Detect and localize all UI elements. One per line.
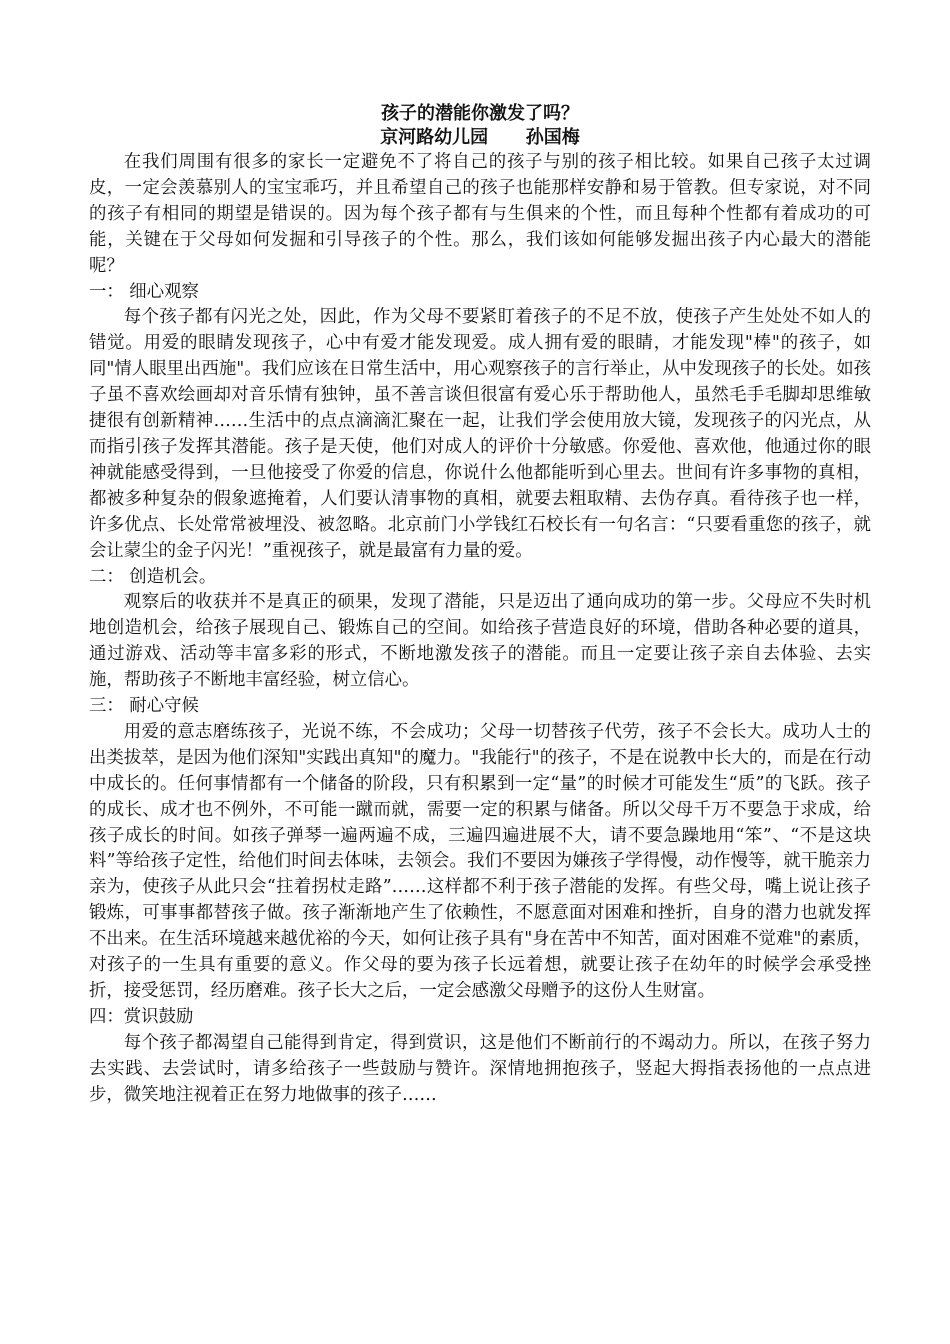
section-heading-encourage: 四：赏识鼓励 [89,1006,194,1027]
intro-paragraph: 在我们周围有很多的家长一定避免不了将自己的孩子与别的孩子相比较。如果自己孩子太过调皮，一定会羡慕别人的宝宝乖巧，并且希望自己的孩子也能那样安静和易于管教。但专家说，对不同的孩子有相同的期望是错误的。因为每个孩子都有与生俱来的个性，而且每种个性都有着成功的可能，关键在于父母如何发掘和引导孩子的个性。那么，我们该如何能够发掘出孩子内心最大的潜能呢？ [89,152,871,276]
section-body-patience: 用爱的意志磨练孩子，光说不练，不会成功；父母一切替孩子代劳，孩子不会长大。成功人士的出类拔萃，是因为他们深知"实践出真知"的魔力。"我能行"的孩子，不是在说教中长大的，而是在行动中成长的。任何事情都有一个储备的阶段，只有积累到一定“量”的时候才可能发生“质”的飞跃。孩子的成长、成才也不例外，不可能一蹴而就，需要一定的积累与储备。所以父母千万不要急于求成，给孩子成长的时间。如孩子弹琴一遍两遍不成，三遍四遍进展不大，请不要急躁地用“笨”、“不是这块料”等给孩子定性，给他们时间去体味，去领会。我们不要因为嫌孩子学得慢，动作慢等，就干脆亲力亲为，使孩子从此只会“拄着拐杖走路”……这样都不利于孩子潜能的发挥。有些父母，嘴上说让孩子锻炼，可事事都替孩子做。孩子渐渐地产生了依赖性，不愿意面对困难和挫折，自身的潜力也就发挥不出来。在生活环境越来越优裕的今天，如何让孩子具有"身在苦中不知苦，面对困难不觉难"的素质，对孩子的一生具有重要的意义。作父母的要为孩子长远着想，就要让孩子在幼年的时候学会承受挫折，接受惩罚，经历磨难。孩子长大之后，一定会感激父母赠予的这份人生财富。 [89,721,871,1001]
author-line: 京河路幼儿园 孙国梅 [380,127,580,148]
section-body-observe: 每个孩子都有闪光之处，因此，作为父母不要紧盯着孩子的不足不放，使孩子产生处处不如人的错觉。用爱的眼睛发现孩子，心中有爱才能发现爱。成人拥有爱的眼睛，才能发现"棒"的孩子，如同"情人眼里出西施"。我们应该在日常生活中，用心观察孩子的言行举止，从中发现孩子的长处。如孩子虽不喜欢绘画却对音乐情有独钟，虽不善言谈但很富有爱心乐于帮助他人，虽然毛手毛脚却思维敏捷很有创新精神……生活中的点点滴滴汇聚在一起，让我们学会使用放大镜，发现孩子的闪光点，从而指引孩子发挥其潜能。孩子是天使，他们对成人的评价十分敏感。你爱他、喜欢他，他通过你的眼神就能感受得到，一旦他接受了你爱的信息，你说什么他都能听到心里去。世间有许多事物的真相，都被多种复杂的假象遮掩着，人们要认清事物的真相，就要去粗取精、去伪存真。看待孩子也一样，许多优点、长处常常被埋没、被忽略。北京前门小学钱红石校长有一句名言：“只要看重您的孩子，就会让蒙尘的金子闪光！”重视孩子，就是最富有力量的爱。 [89,307,871,561]
section-body-opportunity: 观察后的收获并不是真正的硕果，发现了潜能，只是迈出了通向成功的第一步。父母应不失时机地创造机会，给孩子展现自己、锻炼自己的空间。如给孩子营造良好的环境，借助各种必要的道具，通过游戏、活动等丰富多彩的形式，不断地激发孩子的潜能。而且一定要让孩子亲自去体验、去实施，帮助孩子不断地丰富经验，树立信心。 [89,592,871,691]
section-heading-opportunity: 二： 创造机会。 [89,566,217,587]
section-heading-observe: 一： 细心观察 [89,281,199,302]
document-title: 孩子的潜能你激发了吗？ [381,103,579,124]
section-heading-patience: 三： 耐心守候 [89,696,199,717]
document-page [89,102,871,1109]
section-body-encourage: 每个孩子都渴望自己能得到肯定，得到赏识，这是他们不断前行的不竭动力。所以，在孩子努力去实践、去尝试时，请多给孩子一些鼓励与赞许。深情地拥抱孩子，竖起大拇指表扬他的一点点进步，微笑地注视着正在努力地做事的孩子…… [89,1032,871,1105]
